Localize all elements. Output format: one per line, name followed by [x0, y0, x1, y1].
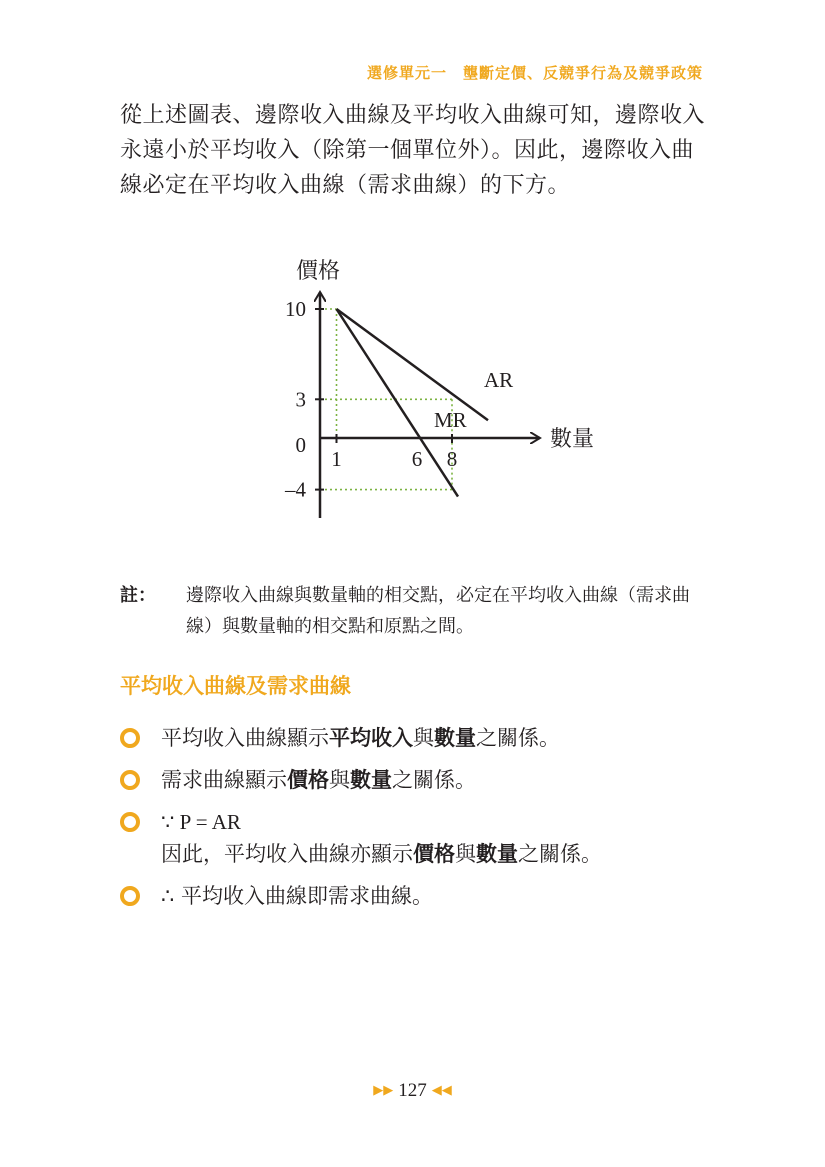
y-tick-label-3: 3 [295, 387, 306, 412]
running-header: 選修單元一 壟斷定價、反競爭行為及競爭政策 [366, 64, 703, 82]
circle-bullet-icon [120, 728, 140, 748]
y-tick-label-0: 0 [295, 433, 306, 457]
ar-curve [337, 309, 489, 420]
bullet-text: 需求曲線顯示價格與數量之關係。 [161, 768, 476, 792]
chart-svg [240, 250, 620, 530]
therefore-line: 因此，平均收入曲線亦顯示價格與數量之關係。 [161, 842, 602, 866]
y-tick-label-minus4: –4 [285, 477, 306, 502]
bullet-list [120, 722, 710, 922]
intro-text: 從上述圖表、邊際收入曲線及平均收入曲線可知，邊際收入永遠小於平均收入（除第一個單位外）。因此，邊際收入曲線必定在平均收入曲線（需求曲線）的下方。 [120, 103, 706, 198]
bullet-text: ∴ 平均收入曲線即需求曲線。 [161, 884, 434, 908]
mr-curve [337, 309, 459, 497]
bullet-text: 平均收入曲線顯示平均收入與數量之關係。 [161, 726, 560, 750]
because-formula: ∵ P = AR [161, 810, 241, 834]
double-left-arrow-icon: ◀◀ [431, 1082, 452, 1097]
y-axis-label: 價格 [296, 259, 341, 284]
bullet-item [120, 806, 710, 870]
x-tick-label-8: 8 [446, 447, 458, 471]
circle-bullet-icon [120, 812, 140, 832]
note-text: 邊際收入曲線與數量軸的相交點，必定在平均收入曲線（需求曲線）與數量軸的相交點和原點之間。 [186, 585, 690, 637]
y-tick-label-10: 10 [285, 297, 306, 321]
section-title: 平均收入曲線及需求曲線 [120, 674, 351, 698]
bullet-text [161, 806, 710, 870]
x-axis-label: 數量 [550, 427, 595, 452]
note-label: 註： [120, 585, 156, 606]
double-right-arrow-icon: ▶▶ [373, 1082, 394, 1097]
page-number: 127 [398, 1080, 427, 1101]
x-tick-label-6: 6 [411, 447, 423, 471]
mr-series-label: MR [434, 408, 467, 432]
ar-series-label: AR [484, 368, 514, 392]
bullet-item [120, 722, 710, 754]
circle-bullet-icon [120, 770, 140, 790]
bullet-item [120, 764, 710, 796]
intro-paragraph [120, 98, 710, 203]
note-block [120, 580, 710, 642]
circle-bullet-icon [120, 886, 140, 906]
x-tick-label-1: 1 [331, 447, 342, 471]
bullet-item [120, 880, 710, 912]
page-footer [0, 1080, 825, 1102]
ar-mr-chart [240, 250, 620, 530]
